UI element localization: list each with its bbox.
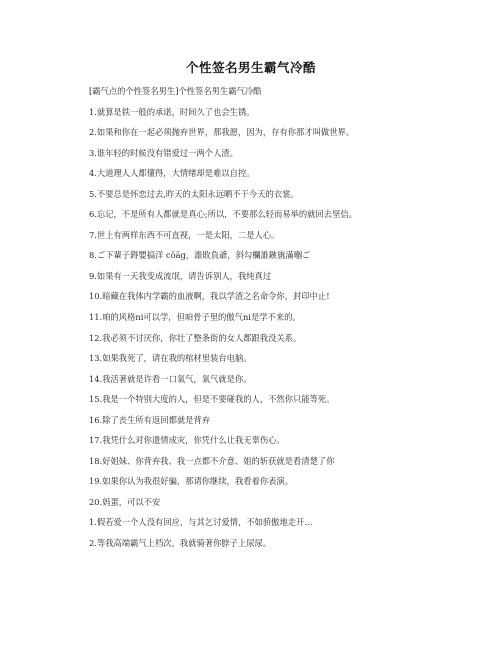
content-line: 9.如果有一天我变成流氓，请告诉别人，我纯真过 bbox=[89, 270, 272, 281]
content-line: 2.如果和你在一起必须抛弃世界，那我愿，因为，存有你那才叫做世界。 bbox=[89, 127, 355, 138]
content-line: 14.我活著就是许看一口氧气，氧气就是你。 bbox=[89, 373, 252, 384]
content-line: 16.除了丧生所有返回都就是背弃 bbox=[89, 414, 211, 425]
content-line: 4.大道理人人都懂得，大情绪却是难以自控。 bbox=[89, 168, 255, 179]
content-line: 1.假若爱一个人没有回应，与其乞讨爱情，不如骄傲地走开… bbox=[89, 517, 313, 528]
content-lines bbox=[89, 81, 489, 554]
content-line: 20.妈蛋，可以不安 bbox=[89, 496, 161, 507]
content-line: 7.世上有两样东西不可直视，一是太阳，二是人心。 bbox=[89, 229, 280, 240]
content-line: 5.不要总是怀恋过去,昨天的太阳永远晒不干今天的衣裳。 bbox=[89, 188, 299, 199]
content-line: 12.我必须不讨厌你，你壮了整条街的女人都跟我没关系。 bbox=[89, 332, 302, 343]
content-line: [霸气点的个性签名男生]个性签名男生霸气冷酷 bbox=[89, 86, 262, 96]
content-line: 6.忘记，不是所有人都就是真心;所以，不要那么轻而易举的就回去坚信。 bbox=[89, 209, 357, 220]
content-line: 17.我凭什么对你遗情成灾，你凭什么让我无辜伤心。 bbox=[89, 435, 285, 446]
content-line: 3.谁年轻的时候没有错爱过一两个人渣。 bbox=[89, 147, 238, 158]
content-line: 11.咱的风格ni可以学，但咱骨子里的傲气ni是学不来的。 bbox=[89, 312, 301, 323]
content-line: 15.我是一个特别大度的人，但是不要碰我的人，不然你只能等死。 bbox=[89, 394, 335, 405]
content-line: 19.如果你认为我很好骗，那请你继续，我看着你表演。 bbox=[89, 476, 294, 487]
content-line: 10.暗藏在我体内学霸的血液啊，我以学渣之名命令你，封印中止! bbox=[89, 291, 330, 302]
content-line: 18.好姐妹、你背弃我、我一点都不介意、姐的斩获就是看清楚了你 bbox=[89, 455, 335, 466]
content-line: 2.等我高端霸气上档次，我就骑著你脖子上尿尿。 bbox=[89, 538, 272, 549]
content-line: 13.如果我死了，请在我的棺材里装台电脑。 bbox=[89, 353, 252, 364]
content-line: 8.ご下輩子鍀嬰搞洋 cōāg，誰敗負爺，斜勾欄誰鏃旐滿嗰ご bbox=[89, 250, 311, 261]
content-line: 1.就算是铁一般的承诺，时间久了也会生锈。 bbox=[89, 106, 255, 117]
document-title: 个性签名男生霸气冷酷 bbox=[185, 60, 316, 75]
